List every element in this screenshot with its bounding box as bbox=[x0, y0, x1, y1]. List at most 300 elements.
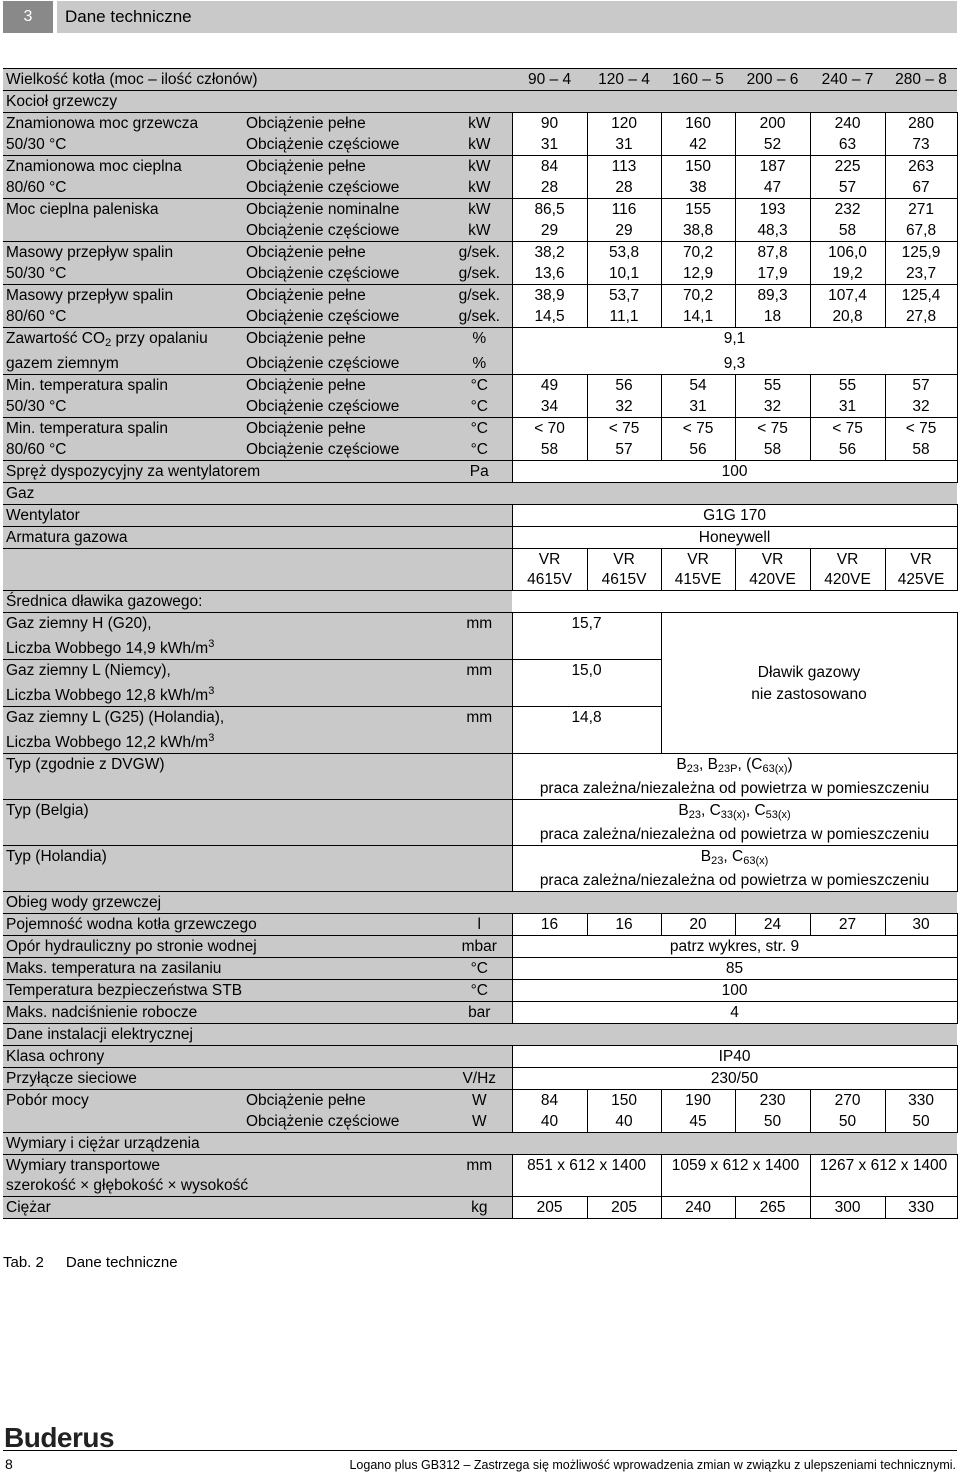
value-cell: 230 bbox=[735, 1090, 810, 1112]
code-text: ) bbox=[787, 756, 793, 773]
value-cell: 50 bbox=[810, 1111, 885, 1133]
valve-model-code: 425VE bbox=[897, 571, 945, 588]
value-cell: 50 bbox=[735, 1111, 810, 1133]
value-cell: 58 bbox=[512, 439, 587, 461]
load-label: Obciążenie pełne bbox=[243, 328, 447, 354]
value-cell: 84 bbox=[512, 156, 587, 178]
param-label: Spręż dyspozycyjny za wentylatorem bbox=[3, 461, 447, 483]
table-row bbox=[3, 1197, 957, 1219]
unit-cell: °C bbox=[447, 418, 512, 440]
value-cell: 53,7 bbox=[587, 285, 661, 307]
load-label: Obciążenie pełne bbox=[243, 156, 447, 178]
size-col-header: 90 – 4 bbox=[512, 69, 587, 91]
spacer-cell bbox=[512, 591, 957, 613]
code-text: , C bbox=[723, 848, 744, 865]
value-cell: 263 bbox=[885, 156, 957, 178]
code-sub: 63(x) bbox=[743, 855, 769, 867]
table-row bbox=[3, 892, 957, 914]
value-cell: 14,1 bbox=[661, 306, 735, 328]
code-text: B bbox=[700, 848, 712, 865]
value-cell: 55 bbox=[810, 375, 885, 397]
value-cell: 1267 x 612 x 1400 bbox=[810, 1155, 957, 1197]
value-cell: 67 bbox=[885, 177, 957, 199]
param-label: Pobór mocy bbox=[3, 1090, 243, 1112]
unit-cell: °C bbox=[447, 980, 512, 1002]
note-line-2: nie zastosowano bbox=[751, 685, 867, 703]
value-cell: 106,0 bbox=[810, 242, 885, 264]
table-row bbox=[3, 306, 957, 328]
value-cell: 84 bbox=[512, 1090, 587, 1112]
footer-rule bbox=[3, 1450, 957, 1451]
value-cell: 32 bbox=[587, 396, 661, 418]
gas-line-1: Gaz ziemny H (G20), bbox=[6, 615, 152, 632]
value-cell: 265 bbox=[735, 1197, 810, 1219]
code-sub: 23 bbox=[688, 809, 701, 821]
table-row bbox=[3, 1068, 957, 1090]
value-cell: 63 bbox=[810, 134, 885, 156]
unit-cell: W bbox=[447, 1090, 512, 1112]
valve-model-cell bbox=[810, 549, 885, 591]
value-cell: < 75 bbox=[587, 418, 661, 440]
unit-cell: g/sek. bbox=[447, 263, 512, 285]
unit-cell: Pa bbox=[447, 461, 512, 483]
param-label: Moc cieplna paleniska bbox=[3, 199, 243, 221]
value-cell: 155 bbox=[661, 199, 735, 221]
code-text: , C bbox=[745, 802, 766, 819]
unit-cell: g/sek. bbox=[447, 306, 512, 328]
unit-cell: kW bbox=[447, 156, 512, 178]
table-row bbox=[3, 1155, 957, 1197]
table-row bbox=[3, 91, 957, 113]
code-sub: 53(x) bbox=[765, 809, 791, 821]
valve-model-prefix: VR bbox=[613, 551, 635, 568]
table-row bbox=[3, 980, 957, 1002]
value-cell: 31 bbox=[661, 396, 735, 418]
value-cell: 232 bbox=[810, 199, 885, 221]
value-cell: 330 bbox=[885, 1090, 957, 1112]
value-cell: Honeywell bbox=[512, 527, 957, 549]
value-cell: < 75 bbox=[661, 418, 735, 440]
value-cell: 86,5 bbox=[512, 199, 587, 221]
code-sub: 63(x) bbox=[762, 763, 788, 775]
value-cell: 31 bbox=[587, 134, 661, 156]
value-cell: 87,8 bbox=[735, 242, 810, 264]
table-row bbox=[3, 613, 957, 660]
value-cell: 14,5 bbox=[512, 306, 587, 328]
param-label: Masowy przepływ spalin bbox=[3, 285, 243, 307]
param-label: Znamionowa moc grzewcza bbox=[3, 113, 243, 135]
value-cell: 270 bbox=[810, 1090, 885, 1112]
co2-sub: 2 bbox=[105, 337, 112, 349]
value-cell: 54 bbox=[661, 375, 735, 397]
value-cell: 271 bbox=[885, 199, 957, 221]
value-cell: 851 x 612 x 1400 bbox=[512, 1155, 661, 1197]
value-cell: 29 bbox=[512, 220, 587, 242]
value-cell: 225 bbox=[810, 156, 885, 178]
unit-cell: kg bbox=[447, 1197, 512, 1219]
param-label: Pojemność wodna kotła grzewczego bbox=[3, 914, 447, 936]
value-cell: 57 bbox=[810, 177, 885, 199]
value-cell: < 75 bbox=[810, 418, 885, 440]
value-cell: 70,2 bbox=[661, 242, 735, 264]
value-cell: 160 bbox=[661, 113, 735, 135]
page-number: 8 bbox=[5, 1456, 13, 1472]
load-label: Obciążenie częściowe bbox=[243, 353, 447, 375]
param-label: gazem ziemnym bbox=[3, 353, 243, 375]
unit-cell: g/sek. bbox=[447, 242, 512, 264]
table-row bbox=[3, 549, 957, 591]
value-cell: 29 bbox=[587, 220, 661, 242]
table-row bbox=[3, 263, 957, 285]
value-cell: 56 bbox=[661, 439, 735, 461]
load-label: Obciążenie częściowe bbox=[243, 439, 447, 461]
value-cell: 190 bbox=[661, 1090, 735, 1112]
unit-cell: °C bbox=[447, 375, 512, 397]
value-cell: 30 bbox=[885, 914, 957, 936]
valve-model-cell bbox=[735, 549, 810, 591]
spacer-cell bbox=[3, 549, 512, 591]
value-cell: 300 bbox=[810, 1197, 885, 1219]
size-col-header: 200 – 6 bbox=[735, 69, 810, 91]
type-code-cell bbox=[512, 800, 957, 846]
value-cell: 107,4 bbox=[810, 285, 885, 307]
value-cell: G1G 170 bbox=[512, 505, 957, 527]
table-row bbox=[3, 846, 957, 892]
param-label: 50/30 °C bbox=[3, 134, 243, 156]
value-cell: 32 bbox=[885, 396, 957, 418]
value-cell: 73 bbox=[885, 134, 957, 156]
value-cell: 15,7 bbox=[512, 613, 661, 660]
load-label: Obciążenie częściowe bbox=[243, 177, 447, 199]
transport-line-1: Wymiary transportowe bbox=[6, 1157, 161, 1174]
valve-model-cell bbox=[587, 549, 661, 591]
code-sub: 23 bbox=[686, 763, 699, 775]
technical-data-table bbox=[3, 68, 958, 1219]
unit-cell: V/Hz bbox=[447, 1068, 512, 1090]
superscript: 3 bbox=[208, 638, 215, 650]
param-label: Masowy przepływ spalin bbox=[3, 242, 243, 264]
load-label: Obciążenie pełne bbox=[243, 285, 447, 307]
unit-cell: l bbox=[447, 914, 512, 936]
param-label: Typ (zgodnie z DVGW) bbox=[3, 754, 512, 800]
table-caption bbox=[3, 1254, 200, 1271]
unit-cell: mbar bbox=[447, 936, 512, 958]
load-label: Obciążenie pełne bbox=[243, 242, 447, 264]
value-cell: 200 bbox=[735, 113, 810, 135]
value-cell: 85 bbox=[512, 958, 957, 980]
unit-cell: °C bbox=[447, 439, 512, 461]
table-row bbox=[3, 1024, 957, 1046]
unit-cell: g/sek. bbox=[447, 285, 512, 307]
table-row bbox=[3, 1133, 957, 1155]
value-cell: 27 bbox=[810, 914, 885, 936]
value-cell: 18 bbox=[735, 306, 810, 328]
value-cell: 67,8 bbox=[885, 220, 957, 242]
superscript: 3 bbox=[208, 732, 215, 744]
value-cell: 27,8 bbox=[885, 306, 957, 328]
table-row bbox=[3, 375, 957, 397]
value-cell: 57 bbox=[587, 439, 661, 461]
param-label: Temperatura bezpieczeństwa STB bbox=[3, 980, 447, 1002]
param-label bbox=[3, 1111, 243, 1133]
gas-line-1: Gaz ziemny L (Niemcy), bbox=[6, 662, 171, 679]
table-row bbox=[3, 527, 957, 549]
load-label: Obciążenie częściowe bbox=[243, 306, 447, 328]
unit-cell: mm bbox=[447, 613, 512, 660]
value-cell: 9,1 bbox=[512, 328, 957, 354]
value-cell: 240 bbox=[661, 1197, 735, 1219]
gas-line-1: Gaz ziemny L (G25) (Holandia), bbox=[6, 709, 225, 726]
section-heading: Kocioł grzewczy bbox=[3, 91, 957, 113]
value-cell: 113 bbox=[587, 156, 661, 178]
value-cell: 38,9 bbox=[512, 285, 587, 307]
valve-model-code: 420VE bbox=[824, 571, 871, 588]
value-cell: 32 bbox=[735, 396, 810, 418]
value-cell: < 70 bbox=[512, 418, 587, 440]
param-label: Maks. temperatura na zasilaniu bbox=[3, 958, 447, 980]
value-cell: 230/50 bbox=[512, 1068, 957, 1090]
value-cell: 125,4 bbox=[885, 285, 957, 307]
valve-model-cell bbox=[885, 549, 957, 591]
value-cell: 13,6 bbox=[512, 263, 587, 285]
value-cell: 34 bbox=[512, 396, 587, 418]
co2-label: Zawartość CO bbox=[6, 330, 106, 347]
table-row bbox=[3, 914, 957, 936]
param-label: Maks. nadciśnienie robocze bbox=[3, 1002, 447, 1024]
param-label: 80/60 °C bbox=[3, 306, 243, 328]
load-label: Obciążenie częściowe bbox=[243, 134, 447, 156]
param-label: 80/60 °C bbox=[3, 177, 243, 199]
value-cell: 16 bbox=[587, 914, 661, 936]
valve-model-cell bbox=[512, 549, 587, 591]
size-col-header: 240 – 7 bbox=[810, 69, 885, 91]
value-cell: 53,8 bbox=[587, 242, 661, 264]
value-cell: 58 bbox=[810, 220, 885, 242]
value-cell: 90 bbox=[512, 113, 587, 135]
value-cell: 125,9 bbox=[885, 242, 957, 264]
param-label: Znamionowa moc cieplna bbox=[3, 156, 243, 178]
table-row bbox=[3, 591, 957, 613]
unit-cell: bar bbox=[447, 1002, 512, 1024]
param-label: Opór hydrauliczny po stronie wodnej bbox=[3, 936, 447, 958]
value-cell: 38,8 bbox=[661, 220, 735, 242]
value-cell: < 75 bbox=[885, 418, 957, 440]
code-text: , C bbox=[700, 802, 721, 819]
valve-model-cell bbox=[661, 549, 735, 591]
table-row bbox=[3, 958, 957, 980]
size-col-header: 280 – 8 bbox=[885, 69, 957, 91]
code-text: , (C bbox=[737, 756, 763, 773]
value-cell: 31 bbox=[810, 396, 885, 418]
value-cell: 52 bbox=[735, 134, 810, 156]
table-row bbox=[3, 439, 957, 461]
section-heading: Gaz bbox=[3, 483, 957, 505]
superscript: 3 bbox=[208, 685, 215, 697]
type-desc: praca zależna/niezależna od powietrza w pomieszczeniu bbox=[539, 872, 930, 889]
param-label: Armatura gazowa bbox=[3, 527, 512, 549]
value-cell: 187 bbox=[735, 156, 810, 178]
value-cell: 15,0 bbox=[512, 660, 661, 707]
load-label: Obciążenie pełne bbox=[243, 1090, 447, 1112]
value-cell: IP40 bbox=[512, 1046, 957, 1068]
table-row bbox=[3, 1046, 957, 1068]
value-cell: 45 bbox=[661, 1111, 735, 1133]
load-label: Obciążenie częściowe bbox=[243, 1111, 447, 1133]
caption-text: Dane techniczne bbox=[65, 1254, 178, 1271]
size-col-header: 120 – 4 bbox=[587, 69, 661, 91]
unit-cell: kW bbox=[447, 220, 512, 242]
value-cell: 10,1 bbox=[587, 263, 661, 285]
unit-cell: kW bbox=[447, 199, 512, 221]
value-cell: 31 bbox=[512, 134, 587, 156]
value-cell: 40 bbox=[512, 1111, 587, 1133]
value-cell: 205 bbox=[512, 1197, 587, 1219]
value-cell: 16 bbox=[512, 914, 587, 936]
value-cell: 116 bbox=[587, 199, 661, 221]
note-line-1: Dławik gazowy bbox=[757, 663, 861, 681]
table-row bbox=[3, 220, 957, 242]
valve-model-prefix: VR bbox=[687, 551, 709, 568]
footer-text: Logano plus GB312 – Zastrzega się możliwość wprowadzenia zmian w związku z ulepszeniami technicznymi. bbox=[349, 1458, 956, 1472]
gas-line-2: Liczba Wobbego 14,9 kWh/m bbox=[6, 640, 209, 657]
section-title: Dane techniczne bbox=[57, 1, 957, 33]
param-label: Wentylator bbox=[3, 505, 512, 527]
value-cell: 20 bbox=[661, 914, 735, 936]
unit-cell: kW bbox=[447, 134, 512, 156]
param-label: 50/30 °C bbox=[3, 263, 243, 285]
table-row bbox=[3, 177, 957, 199]
gas-line-2: Liczba Wobbego 12,8 kWh/m bbox=[6, 687, 209, 704]
load-label: Obciążenie pełne bbox=[243, 375, 447, 397]
param-label bbox=[3, 613, 447, 660]
load-label: Obciążenie nominalne bbox=[243, 199, 447, 221]
value-cell: 12,9 bbox=[661, 263, 735, 285]
valve-model-prefix: VR bbox=[538, 551, 561, 568]
value-cell: 330 bbox=[885, 1197, 957, 1219]
param-label: 50/30 °C bbox=[3, 396, 243, 418]
param-label bbox=[3, 220, 243, 242]
table-row bbox=[3, 483, 957, 505]
table-row bbox=[3, 134, 957, 156]
value-cell: 28 bbox=[587, 177, 661, 199]
param-label bbox=[3, 1155, 447, 1197]
unit-cell: kW bbox=[447, 113, 512, 135]
code-text: , B bbox=[698, 756, 718, 773]
value-cell: 150 bbox=[661, 156, 735, 178]
value-cell: 38,2 bbox=[512, 242, 587, 264]
unit-cell: W bbox=[447, 1111, 512, 1133]
param-label: 80/60 °C bbox=[3, 439, 243, 461]
param-label: Min. temperatura spalin bbox=[3, 418, 243, 440]
load-label: Obciążenie pełne bbox=[243, 418, 447, 440]
value-cell: 100 bbox=[512, 980, 957, 1002]
value-cell: < 75 bbox=[735, 418, 810, 440]
valve-model-prefix: VR bbox=[836, 551, 859, 568]
value-cell: 4 bbox=[512, 1002, 957, 1024]
load-label: Obciążenie pełne bbox=[243, 113, 447, 135]
value-cell: 58 bbox=[885, 439, 957, 461]
no-throttle-note bbox=[661, 613, 957, 754]
table-row bbox=[3, 328, 957, 354]
table-row bbox=[3, 505, 957, 527]
section-number: 3 bbox=[3, 1, 53, 33]
value-cell: 23,7 bbox=[885, 263, 957, 285]
value-cell: 150 bbox=[587, 1090, 661, 1112]
table-row bbox=[3, 1090, 957, 1112]
value-cell: 17,9 bbox=[735, 263, 810, 285]
value-cell: 193 bbox=[735, 199, 810, 221]
code-sub: 23P bbox=[717, 763, 738, 775]
value-cell: 120 bbox=[587, 113, 661, 135]
value-cell: 70,2 bbox=[661, 285, 735, 307]
co2-label-b: przy opalaniu bbox=[111, 330, 208, 347]
section-heading: Obieg wody grzewczej bbox=[3, 892, 957, 914]
value-cell: 49 bbox=[512, 375, 587, 397]
unit-cell: mm bbox=[447, 707, 512, 754]
table-row bbox=[3, 156, 957, 178]
code-text: B bbox=[678, 802, 689, 819]
caption-label: Tab. 2 bbox=[3, 1254, 44, 1271]
size-header: Wielkość kotła (moc – ilość członów) bbox=[3, 69, 512, 91]
unit-cell: mm bbox=[447, 1155, 512, 1197]
value-cell: 38 bbox=[661, 177, 735, 199]
param-label: Ciężar bbox=[3, 1197, 447, 1219]
param-label bbox=[3, 707, 447, 754]
table-row bbox=[3, 69, 957, 91]
param-label bbox=[3, 328, 243, 354]
type-code-cell bbox=[512, 754, 957, 800]
valve-model-code: 4615V bbox=[527, 571, 572, 588]
value-cell: 57 bbox=[885, 375, 957, 397]
param-label: Przyłącze sieciowe bbox=[3, 1068, 447, 1090]
value-cell: 24 bbox=[735, 914, 810, 936]
value-cell: 205 bbox=[587, 1197, 661, 1219]
value-cell: 56 bbox=[587, 375, 661, 397]
type-desc: praca zależna/niezależna od powietrza w pomieszczeniu bbox=[539, 780, 930, 797]
table-row bbox=[3, 353, 957, 375]
section-heading: Wymiary i ciężar urządzenia bbox=[3, 1133, 957, 1155]
table-row bbox=[3, 1111, 957, 1133]
value-cell: 47 bbox=[735, 177, 810, 199]
section-header bbox=[3, 1, 957, 33]
param-label: Typ (Holandia) bbox=[3, 846, 512, 892]
value-cell: 11,1 bbox=[587, 306, 661, 328]
valve-model-code: 420VE bbox=[749, 571, 796, 588]
table-row bbox=[3, 199, 957, 221]
valve-model-prefix: VR bbox=[761, 551, 784, 568]
buderus-logo: Buderus bbox=[4, 1422, 115, 1453]
table-row bbox=[3, 754, 957, 800]
table-row bbox=[3, 1002, 957, 1024]
value-cell: 50 bbox=[885, 1111, 957, 1133]
unit-cell: °C bbox=[447, 396, 512, 418]
valve-model-code: 4615V bbox=[601, 571, 647, 588]
value-cell: 40 bbox=[587, 1111, 661, 1133]
table-row bbox=[3, 396, 957, 418]
unit-cell: kW bbox=[447, 177, 512, 199]
param-label bbox=[3, 660, 447, 707]
value-cell: 240 bbox=[810, 113, 885, 135]
param-label: Klasa ochrony bbox=[3, 1046, 512, 1068]
value-cell: 100 bbox=[512, 461, 957, 483]
type-desc: praca zależna/niezależna od powietrza w pomieszczeniu bbox=[539, 826, 930, 843]
table-row bbox=[3, 461, 957, 483]
valve-model-prefix: VR bbox=[910, 551, 932, 568]
table-row bbox=[3, 800, 957, 846]
load-label: Obciążenie częściowe bbox=[243, 263, 447, 285]
param-label: Typ (Belgia) bbox=[3, 800, 512, 846]
load-label: Obciążenie częściowe bbox=[243, 396, 447, 418]
